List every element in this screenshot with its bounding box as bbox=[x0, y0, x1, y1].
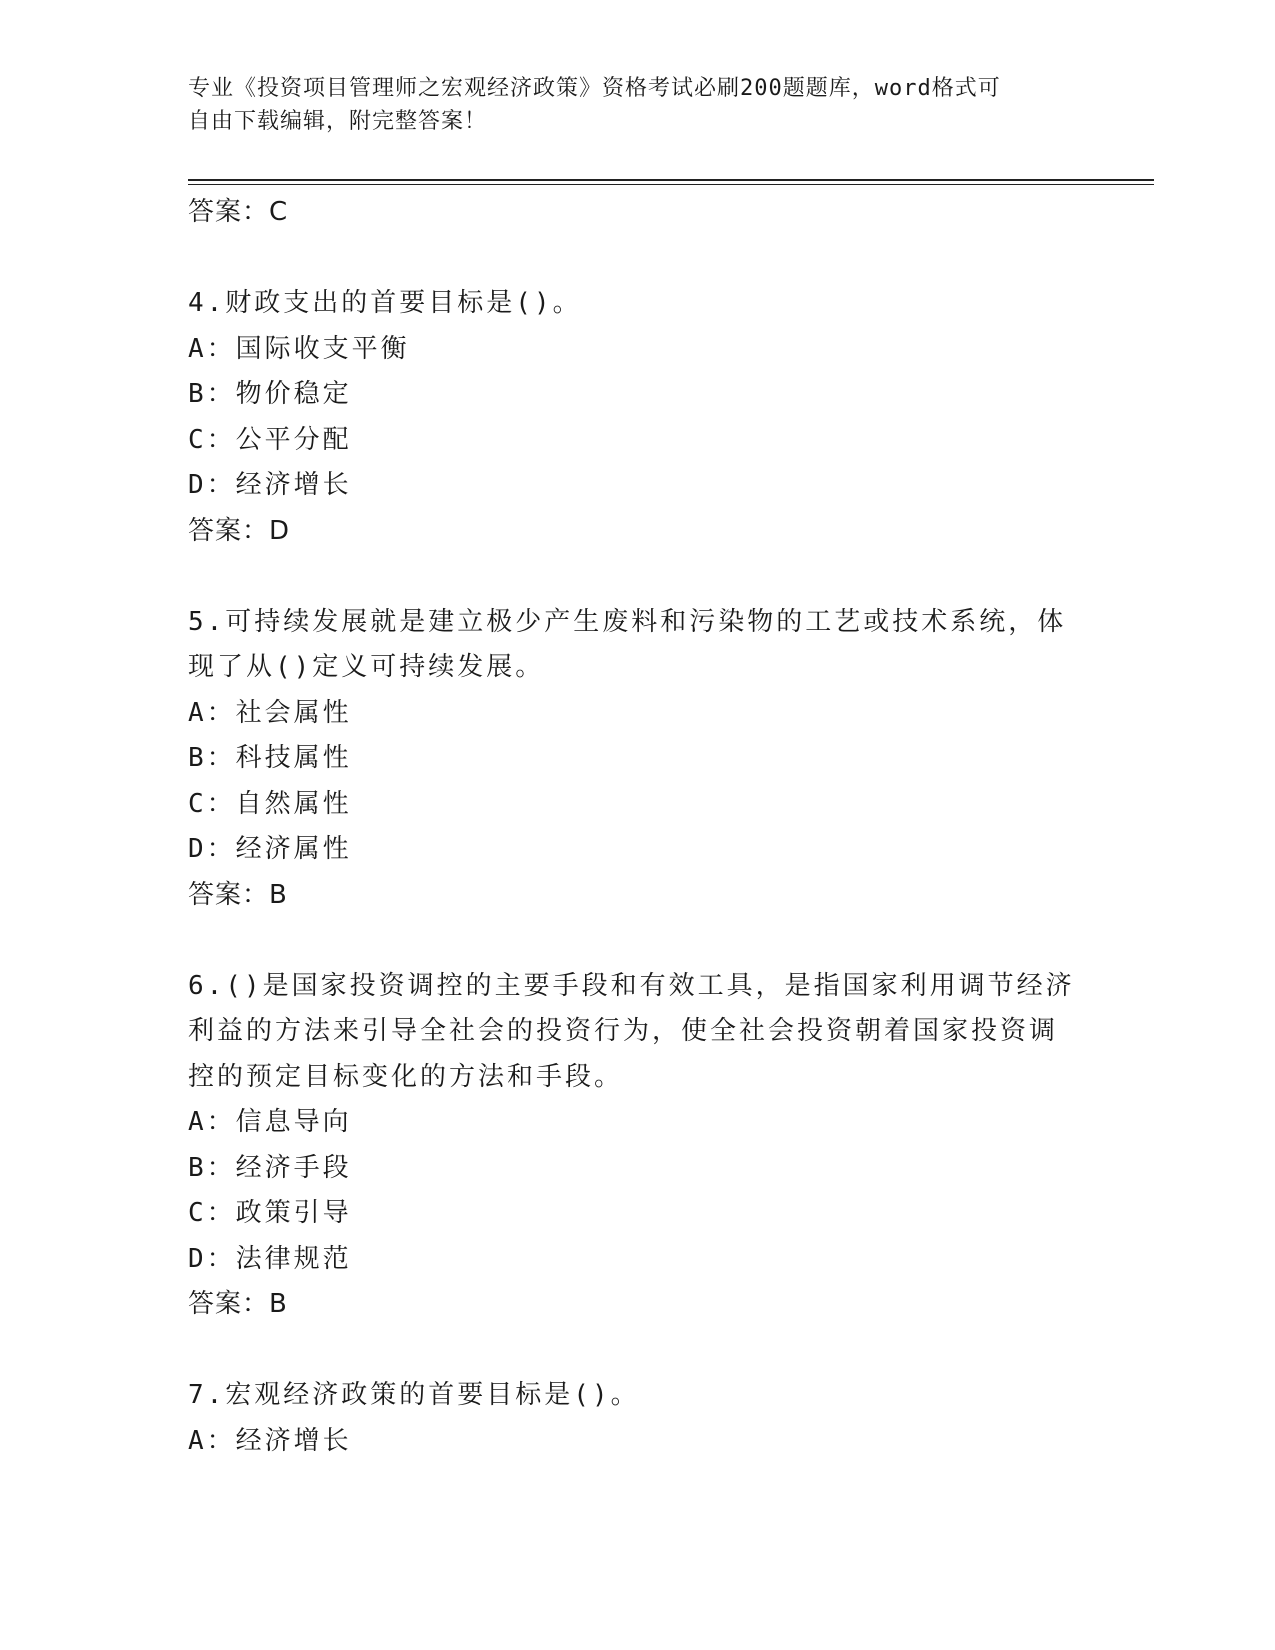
question-block bbox=[188, 281, 1068, 554]
option-a: A：信息导向 bbox=[188, 1107, 352, 1137]
answer-line: 答案：D bbox=[188, 515, 291, 546]
answer-line: 答案：B bbox=[188, 1289, 288, 1319]
option-c: C：自然属性 bbox=[188, 788, 352, 819]
answer-line: 答案：B bbox=[188, 879, 288, 910]
header-line-2: 自由下载编辑，附完整答案！ bbox=[188, 109, 488, 134]
question-block bbox=[188, 964, 1075, 1328]
page-header bbox=[188, 72, 1068, 138]
question-stem: 6.()是国家投资调控的主要手段和有效工具，是指国家利用调节经济 bbox=[188, 970, 1075, 1001]
spacer bbox=[188, 554, 1068, 600]
question-stem: 现了从()定义可持续发展。 bbox=[188, 652, 545, 682]
question-stem: 控的预定目标变化的方法和手段。 bbox=[188, 1061, 624, 1092]
spacer bbox=[188, 1328, 1068, 1374]
question-stem: 7.宏观经济政策的首要目标是()。 bbox=[188, 1380, 640, 1410]
question-stem: 利益的方法来引导全社会的投资行为，使全社会投资朝着国家投资调 bbox=[188, 1016, 1059, 1046]
option-b: B：科技属性 bbox=[188, 743, 352, 773]
header-line-1: 专业《投资项目管理师之宏观经济政策》资格考试必刷200题题库，word格式可 bbox=[188, 76, 1001, 101]
option-c: C：公平分配 bbox=[188, 424, 352, 455]
spacer bbox=[188, 236, 1068, 282]
option-d: D：经济属性 bbox=[188, 834, 352, 864]
option-b: B：物价稳定 bbox=[188, 379, 352, 409]
question-block bbox=[188, 600, 1068, 919]
option-c: C：政策引导 bbox=[188, 1198, 352, 1228]
option-a: A：社会属性 bbox=[188, 697, 352, 728]
question-list bbox=[188, 190, 1075, 1464]
answer-line: 答案：C bbox=[188, 197, 289, 227]
option-d: D：经济增长 bbox=[188, 470, 352, 500]
option-d: D：法律规范 bbox=[188, 1243, 352, 1274]
question-stem: 5.可持续发展就是建立极少产生废料和污染物的工艺或技术系统，体 bbox=[188, 606, 1067, 637]
question-stem: 4.财政支出的首要目标是()。 bbox=[188, 288, 582, 318]
question-block bbox=[188, 1373, 1068, 1464]
option-b: B：经济手段 bbox=[188, 1152, 352, 1183]
header-divider bbox=[188, 179, 1154, 185]
option-a: A：经济增长 bbox=[188, 1425, 352, 1456]
option-a: A：国际收支平衡 bbox=[188, 333, 410, 364]
spacer bbox=[188, 918, 1068, 964]
